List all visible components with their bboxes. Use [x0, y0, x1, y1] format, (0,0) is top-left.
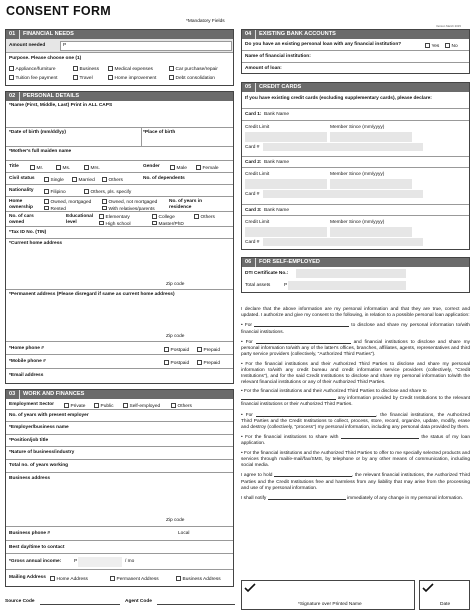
card-number-label: Card # [245, 145, 260, 150]
section-title: CREDIT CARDS [259, 84, 302, 90]
nationality-others-option[interactable]: Others, pls. specify [84, 189, 131, 196]
consent-item: • For the financial institutions and the Authorized Third Parties to offer to me specially selected products and services through mail/e-mail/fax/SMS, by telephone or by any other means of communication, including social media. [241, 450, 470, 469]
section-work-finances [5, 389, 234, 587]
rented-option[interactable]: Rented [44, 206, 66, 213]
permanent-address-label: *Permanent address (Please disregard if same as current home address) [9, 292, 175, 297]
credit-limit-label: Credit Limit [245, 220, 270, 225]
agent-code-label: Agent Code [125, 599, 152, 604]
consent-item: • For the financial institutions and their Authorized Third Parties to disclose and share to any information provided by Credit Institutions to the relevant financial institutions or their Authorized Third Parties. [241, 389, 470, 408]
civil-married-option[interactable]: Married [72, 177, 95, 184]
zip-code-label: Zip code [166, 334, 185, 339]
gender-male-option[interactable]: Male [170, 165, 187, 172]
gender-female-option[interactable]: Female [196, 165, 219, 172]
personal-loan-question: Do you have an existing personal loan with any financial institution? [245, 42, 402, 47]
years-residence-label: No. of years in residence [169, 199, 203, 210]
member-since-label: Member Since (mm/yyyy) [330, 125, 385, 130]
blank-line[interactable] [256, 339, 351, 344]
purpose-option[interactable]: Home improvement [108, 75, 156, 82]
member-since-label: Member Since (mm/yyyy) [330, 220, 385, 225]
with-relatives-option[interactable]: With relatives/parents [102, 206, 155, 213]
title-mrs-option[interactable]: Mrs. [84, 165, 100, 172]
peso-sign: P [284, 283, 288, 288]
edu-highschool-option[interactable]: High school [99, 221, 131, 228]
purpose-option[interactable]: Debt consolidation [169, 75, 215, 82]
credit-limit-label: Credit Limit [245, 125, 270, 130]
years-employer-label: No. of years with present employer [9, 413, 89, 418]
purpose-label: Purpose. Please choose one (1) [9, 56, 82, 61]
signature-box[interactable] [241, 580, 415, 610]
zip-code-label: Zip code [166, 282, 185, 287]
section-existing-bank-accounts [241, 29, 470, 74]
card-number-label: Card # [245, 192, 260, 197]
declaration-intro: I declare that the above information are my personal information and that they are true, correct and updated. I authorize and give my consent to the following, in relation to a possible personal loan application: [241, 307, 470, 319]
section-title: WORK AND FINANCES [23, 391, 85, 397]
purpose-option[interactable]: Travel [73, 75, 93, 82]
best-time-label: Best day/time to contact [9, 545, 65, 550]
amount-needed-label: Amount needed [9, 43, 46, 48]
consent-item: • For the financial institutions to share with the status of my loan application. [241, 435, 470, 447]
blank-line[interactable] [274, 472, 352, 477]
mandatory-note: *Mandatory Fields [186, 19, 225, 24]
signature-label: *Signature over Printed Name [298, 602, 362, 607]
business-phone-label: Business phone # [9, 531, 51, 536]
section-financial-needs [5, 29, 234, 86]
home-postpaid-option[interactable]: Postpaid [164, 347, 189, 354]
member-since-label: Member Since (mm/yyyy) [330, 172, 385, 177]
section-number: 01 [6, 30, 20, 39]
consent-item: • For the financial institutions and their Authorized Third Parties to disclose and share my personal information to/with any credit bureau and credit information service providers (collectively, "Credit Institutions"), and for the said Credit Institutions to disclose and share my personal information to/with the relevant financial institutions or any of their Authorized Third Parties. [241, 361, 470, 385]
pob-label: *Place of birth [143, 130, 176, 135]
civil-status-label: Civil status [9, 176, 35, 181]
section-number: 05 [242, 83, 256, 92]
consent-item: • For , the financial institutions, the Authorized Third Parties and the Credit Institutions to collect, process, store, record, organize, update, modify, erase and destroy (collectively, "process") my personal information, including any personal data provided by them. [241, 412, 470, 430]
sector-public-option[interactable]: Public [94, 403, 114, 410]
title-mr-option[interactable]: Mr. [30, 165, 43, 172]
card-label: Card 3: [245, 208, 262, 213]
civil-others-option[interactable]: Others [102, 177, 123, 184]
owned-not-mortgaged-option[interactable]: Owned, not mortgaged [102, 199, 157, 206]
loan-amount-label: Amount of loan: [245, 66, 282, 71]
source-code-input[interactable] [40, 604, 120, 605]
mobile-postpaid-option[interactable]: Postpaid [164, 360, 189, 367]
bank-name-label: Bank Name [264, 112, 290, 117]
blank-line[interactable] [256, 412, 376, 417]
loan-yes-option[interactable]: Yes [425, 43, 439, 50]
section-number: 06 [242, 258, 256, 267]
sector-others-option[interactable]: Others [171, 403, 192, 410]
dti-label: DTI Certificate No.: [245, 271, 289, 276]
edu-others-option[interactable]: Others [194, 214, 215, 221]
mother-name-label: *Mother's full maiden name [9, 149, 72, 154]
mobile-phone-label: *Mobile phone # [9, 359, 46, 364]
home-ownership-label: Home ownership [9, 199, 33, 210]
peso-sign: P [74, 559, 78, 564]
title-ms-option[interactable]: Ms. [56, 165, 70, 172]
blank-line[interactable] [254, 322, 349, 327]
years-working-label: Total no. of years working [9, 463, 69, 468]
home-phone-label: *Home phone # [9, 346, 44, 351]
name-label: *Name (First, Middle, Last) Print in ALL CAPS [9, 103, 113, 108]
cars-owned-label: No. of cars owned [9, 214, 34, 225]
section-credit-cards [241, 82, 470, 250]
source-code-label: Source Code [5, 599, 35, 604]
consent-item: • For to disclose and share my personal information to/with financial institutions. [241, 323, 470, 335]
employment-sector-label: Employment Sector [9, 402, 55, 407]
nature-business-label: *Nature of business/industry [9, 450, 75, 455]
loan-no-option[interactable]: No [445, 43, 458, 50]
credit-limit-label: Credit Limit [245, 172, 270, 177]
business-address-label: Business address [9, 476, 51, 481]
local-label: Local [178, 531, 190, 536]
version-note: Version March 2015 [436, 24, 461, 28]
tin-label: *Tax ID No. (TIN) [9, 230, 47, 235]
mobile-prepaid-option[interactable]: Prepaid [197, 360, 220, 367]
hold-harmless: I agree to hold , the relevant financial institutions, the Authorized Third Parties and the Credit Institutions free and harmless from any liability that may arise from the processing and use of my personal information. [241, 473, 470, 491]
total-assets-label: Total assets [245, 283, 271, 288]
purpose-option[interactable]: Car purchase/repair [169, 66, 218, 73]
education-label: Educational level [66, 214, 94, 225]
date-label: Date [440, 602, 451, 607]
owned-mortgaged-option[interactable]: Owned, mortgaged [44, 199, 91, 206]
section-title: EXISTING BANK ACCOUNTS [259, 31, 336, 37]
home-prepaid-option[interactable]: Prepaid [197, 347, 220, 354]
consent-item: • For and financial institutions to disclose and share my personal information to/with any of the latter's offices, branches, affiliates, agents, representatives and third party service providers (collectively, "Authorized Third Parties"). [241, 339, 470, 358]
position-label: *Position/job title [9, 438, 49, 443]
section-title: FOR SELF-EMPLOYED [259, 259, 320, 265]
edu-college-option[interactable]: College [152, 214, 175, 221]
nationality-label: Nationality [9, 188, 34, 193]
gross-income-label: *Gross annual income: [9, 559, 62, 564]
dependents-label: No. of dependents [143, 176, 185, 181]
mailing-address-label: Mailing Address [9, 575, 46, 580]
purpose-option[interactable]: Business [73, 66, 99, 73]
employer-label: *Employer/business name [9, 425, 69, 430]
amount-needed-input[interactable] [60, 41, 232, 51]
section-title: FINANCIAL NEEDS [23, 31, 74, 37]
zip-code-label: Zip code [166, 518, 185, 523]
edu-elementary-option[interactable]: Elementary [99, 214, 130, 221]
purpose-option[interactable]: Tuition fee payment [9, 75, 57, 82]
section-number: 02 [6, 92, 20, 101]
gender-label: Gender [143, 164, 160, 169]
income-input[interactable] [78, 557, 122, 567]
sector-self-option[interactable]: Self-employed [123, 403, 160, 410]
nationality-filipino-option[interactable]: Filipino [44, 189, 66, 196]
peso-sign: P [63, 43, 67, 48]
sector-private-option[interactable]: Private [64, 403, 85, 410]
agent-code-input[interactable] [157, 604, 235, 605]
card-label: Card 2: [245, 160, 262, 165]
mail-permanent-option[interactable]: Permanent Address [110, 576, 159, 583]
dob-label: *Date of birth (mm/dd/yy) [9, 130, 67, 135]
blank-line[interactable] [241, 395, 336, 400]
section-number: 03 [6, 390, 20, 399]
title-label: Title [9, 164, 19, 169]
check-icon [422, 583, 434, 593]
edu-master-option[interactable]: Master/PhD [152, 221, 184, 228]
per-month-label: / mo [125, 559, 135, 564]
notify-clause: I shall notify immediately of any change in my personal information. [241, 496, 464, 502]
home-address-label: *Current home address [9, 241, 63, 246]
section-title: PERSONAL DETAILS [23, 93, 80, 99]
section-self-employed [241, 257, 470, 293]
blank-line[interactable] [268, 495, 346, 500]
section-personal-details [5, 91, 234, 384]
financial-institution-label: Name of financial institution: [245, 54, 311, 59]
mail-business-option[interactable]: Business Address [176, 576, 221, 583]
section-number: 04 [242, 30, 256, 39]
date-box[interactable] [419, 580, 470, 610]
form-title: CONSENT FORM [6, 4, 111, 18]
email-label: *Email address [9, 373, 44, 378]
blank-line[interactable] [341, 434, 419, 439]
credit-card-intro: If you have existing credit cards (excluding supplementary cards), please declare: [245, 96, 432, 101]
bank-name-label: Bank Name [264, 160, 290, 165]
civil-single-option[interactable]: Single [44, 177, 64, 184]
card-number-label: Card # [245, 240, 260, 245]
declaration [241, 307, 470, 505]
purpose-option[interactable]: Appliance/furniture [9, 66, 56, 73]
mail-home-option[interactable]: Home Address [50, 576, 88, 583]
check-icon [244, 583, 256, 593]
card-label: Card 1: [245, 112, 262, 117]
purpose-option[interactable]: Medical expenses [108, 66, 153, 73]
bank-name-label: Bank Name [264, 208, 290, 213]
